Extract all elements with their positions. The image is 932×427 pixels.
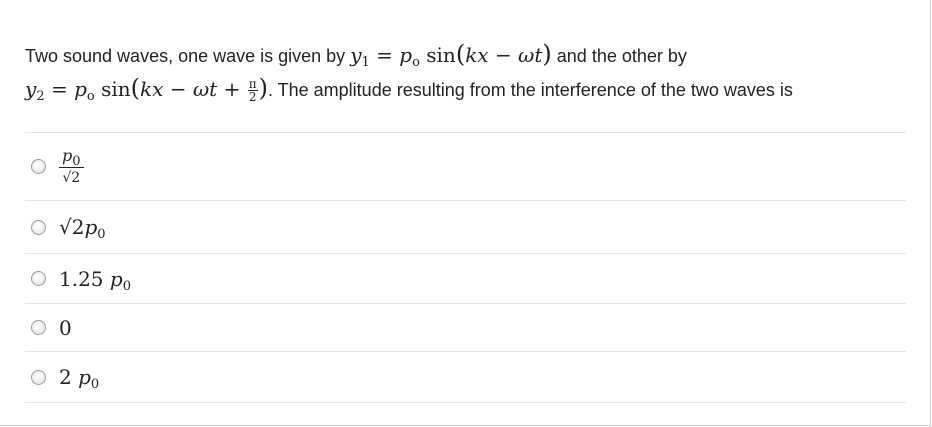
wave-2-equation: $y_2 = p_o$ sin(kx − ωt + $\frac{\pi}{2}$ )	[25, 74, 268, 104]
option-c[interactable]	[25, 253, 906, 303]
option-a-fraction: $\frac{p_0}{√2}$	[59, 147, 84, 187]
option-b-label: $√2p_0$	[59, 215, 106, 242]
radio-button-a[interactable]	[31, 159, 46, 174]
option-c-label: 1.25 $p_0$	[59, 266, 131, 294]
question-line-1	[25, 38, 905, 72]
question-text	[25, 38, 905, 106]
question-suffix: . The amplitude resulting from the interference of the two waves is	[267, 80, 793, 100]
answer-options	[25, 132, 906, 403]
option-b[interactable]	[25, 200, 906, 253]
radio-button-e[interactable]	[31, 370, 46, 385]
wave-1-equation: $y_1 = p_o$ sin(kx − ωt)	[350, 40, 552, 70]
option-a[interactable]	[25, 132, 906, 200]
option-d-label: 0	[59, 315, 72, 340]
radio-button-c[interactable]	[31, 271, 46, 286]
option-a-label	[59, 147, 84, 187]
radio-button-d[interactable]	[31, 320, 46, 335]
radio-button-b[interactable]	[31, 220, 46, 235]
question-mid: and the other by	[551, 46, 687, 66]
option-d[interactable]	[25, 303, 906, 351]
option-e-label: 2 $p_0$	[59, 365, 100, 392]
question-line-2	[25, 72, 905, 106]
pi-over-two-fraction: $\frac{\pi}{2}$	[248, 77, 257, 104]
question-prefix: Two sound waves, one wave is given by	[25, 46, 351, 66]
option-e[interactable]	[25, 351, 906, 403]
